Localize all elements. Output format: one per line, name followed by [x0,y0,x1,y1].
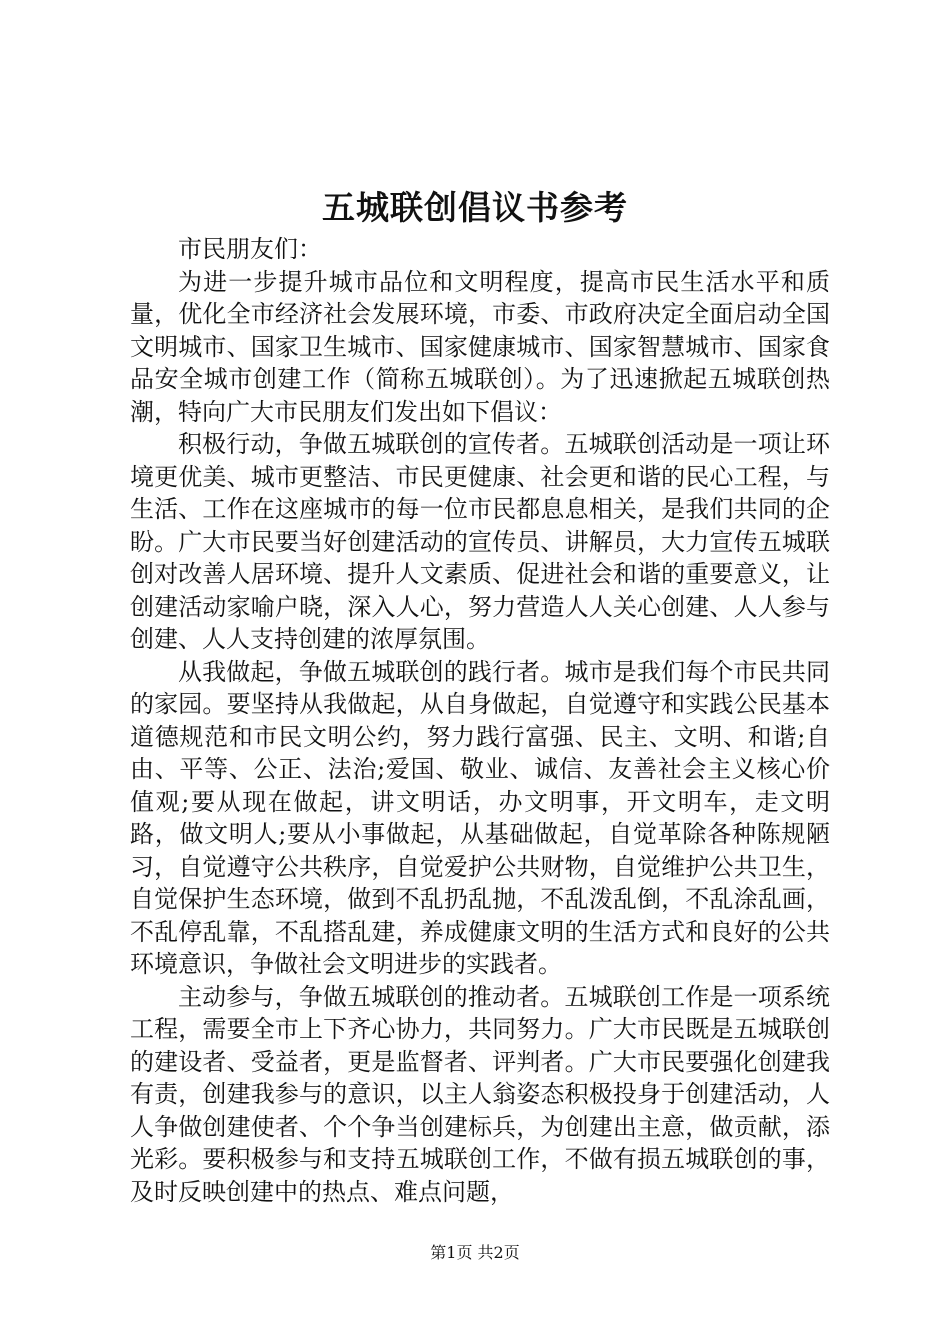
document-title: 五城联创倡议书参考 [322,188,628,227]
body-paragraph: 主动参与，争做五城联创的推动者。五城联创工作是一项系统工程，需要全市上下齐心协力，共同努力。广大市民既是五城联创的建设者、受益者，更是监督者、评判者。广大市民要强化创建我有责，创建我参与的意识，以主人翁姿态积极投身于创建活动，人人争做创建使者、个个争当创建标兵，为创建出主意，做贡献，添光彩。要积极参与和支持五城联创工作，不做有损五城联创的事，及时反映创建中的热点、难点问题， [130,982,830,1206]
page-number-footer: 第1页 共2页 [430,1243,520,1262]
salutation-paragraph: 市民朋友们： [178,235,322,263]
document-body [130,233,830,1208]
body-paragraph: 从我做起，争做五城联创的践行者。城市是我们每个市民共同的家园。要坚持从我做起，从自身做起，自觉遵守和实践公民基本道德规范和市民文明公约，努力践行富强、民主、文明、和谐;自由、平等、公正、法治;爱国、敬业、诚信、友善社会主义核心价值观;要从现在做起，讲文明话，办文明事，开文明车，走文明路，做文明人;要从小事做起，从基础做起，自觉革除各种陈规陋习，自觉遵守公共秩序，自觉爱护公共财物，自觉维护公共卫生，自觉保护生态环境，做到不乱扔乱抛，不乱泼乱倒，不乱涂乱画，不乱停乱靠，不乱搭乱建，养成健康文明的生活方式和良好的公共环境意识，争做社会文明进步的实践者。 [130,657,830,978]
intro-paragraph: 为进一步提升城市品位和文明程度，提高市民生活水平和质量，优化全市经济社会发展环境，市委、市政府决定全面启动全国文明城市、国家卫生城市、国家健康城市、国家智慧城市、国家食品安全城市创建工作（简称五城联创）。为了迅速掀起五城联创热潮，特向广大市民朋友们发出如下倡议： [130,267,830,426]
body-paragraph: 积极行动，争做五城联创的宣传者。五城联创活动是一项让环境更优美、城市更整洁、市民更健康、社会更和谐的民心工程，与生活、工作在这座城市的每一位市民都息息相关，是我们共同的企盼。广大市民要当好创建活动的宣传员、讲解员，大力宣传五城联创对改善人居环境、提升人文素质、促进社会和谐的重要意义，让创建活动家喻户晓，深入人心，努力营造人人关心创建、人人参与创建、人人支持创建的浓厚氛围。 [130,430,830,653]
